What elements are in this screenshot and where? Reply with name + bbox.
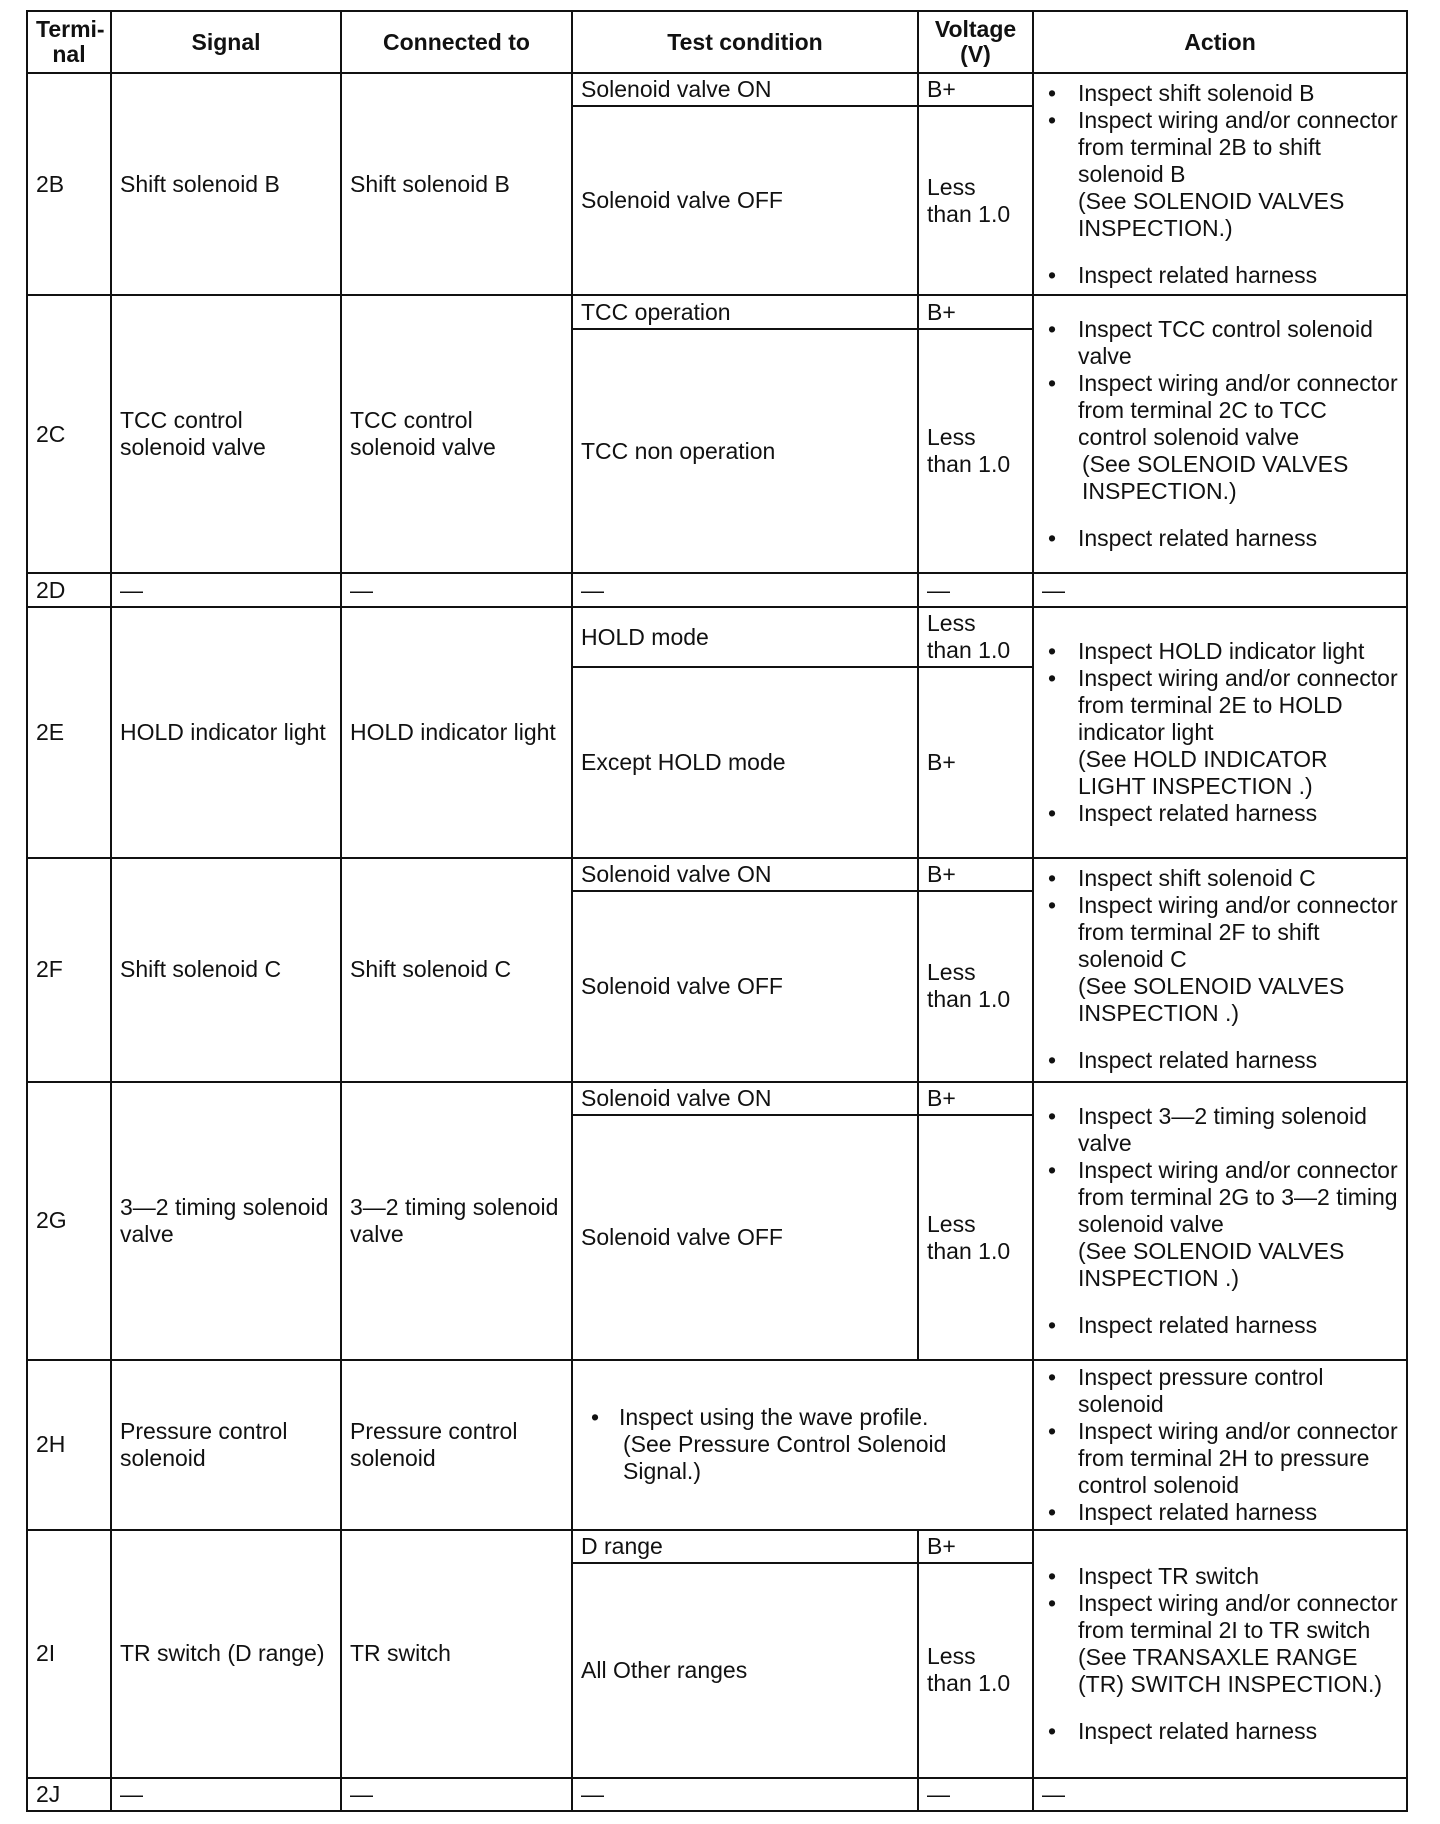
table-row [27, 858, 1407, 891]
voltage-cell: B+ [918, 1082, 1033, 1115]
test-condition-cell: Solenoid valve ON [572, 1082, 918, 1115]
header-signal: Signal [111, 11, 341, 73]
terminal-cell: 2B [27, 73, 111, 295]
header-voltage: Voltage (V) [918, 11, 1033, 73]
voltage-cell: — [918, 1778, 1033, 1811]
signal-cell: TCC control solenoid valve [111, 295, 341, 573]
signal-cell: Shift solenoid C [111, 858, 341, 1082]
table-row [27, 1360, 1407, 1530]
action-item: • Inspect shift solenoid C [1042, 865, 1398, 892]
action-cell: — [1033, 1778, 1407, 1811]
action-item: • Inspect wiring and/or connector from terminal 2G to 3—2 timing solenoid valve (See SOLENOID VALVES INSPECTION .) [1042, 1157, 1398, 1292]
test-condition-cell: TCC non operation [572, 329, 918, 574]
test-condition-cell: Solenoid valve OFF [572, 106, 918, 295]
voltage-cell: B+ [918, 1530, 1033, 1563]
voltage-cell: B+ [918, 295, 1033, 328]
voltage-cell: Less than 1.0 [918, 891, 1033, 1082]
action-item: • Inspect HOLD indicator light [1042, 638, 1398, 665]
action-cell [1033, 73, 1407, 295]
action-cell [1033, 1360, 1407, 1530]
action-item: • Inspect pressure control solenoid [1042, 1364, 1398, 1418]
connected-to-cell: TCC control solenoid valve [341, 295, 572, 573]
connected-to-cell: Shift solenoid B [341, 73, 572, 295]
table-row [27, 295, 1407, 328]
test-condition-cell: HOLD mode [572, 607, 918, 668]
signal-cell: TR switch (D range) [111, 1530, 341, 1778]
action-item: • Inspect related harness [1042, 1312, 1398, 1339]
voltage-cell: B+ [918, 73, 1033, 106]
table-row [27, 73, 1407, 106]
connected-to-cell: Shift solenoid C [341, 858, 572, 1082]
test-condition-cell: All Other ranges [572, 1563, 918, 1777]
test-condition-cell: Except HOLD mode [572, 667, 918, 857]
test-note: • Inspect using the wave profile. (See Pressure Control Solenoid Signal.) [581, 1404, 1024, 1485]
table-row [27, 1082, 1407, 1115]
terminal-cell: 2E [27, 607, 111, 858]
test-condition-cell: Solenoid valve ON [572, 858, 918, 891]
terminal-cell: 2J [27, 1778, 111, 1811]
action-cell: — [1033, 573, 1407, 606]
action-item: • Inspect wiring and/or connector from terminal 2C to TCC control solenoid valve (See SOLENOID VALVES INSPECTION.) [1042, 370, 1398, 505]
terminal-cell: 2I [27, 1530, 111, 1778]
terminal-voltage-table [26, 10, 1408, 1812]
voltage-cell: — [918, 573, 1033, 606]
terminal-cell: 2C [27, 295, 111, 573]
connected-to-cell: — [341, 573, 572, 606]
test-condition-cell: — [572, 573, 918, 606]
action-item: • Inspect related harness [1042, 800, 1398, 827]
test-condition-cell: Solenoid valve OFF [572, 1115, 918, 1360]
action-item: • Inspect TR switch [1042, 1563, 1398, 1590]
test-condition-cell: — [572, 1778, 918, 1811]
connected-to-cell: 3—2 timing solenoid valve [341, 1082, 572, 1360]
voltage-cell: Less than 1.0 [918, 329, 1033, 574]
voltage-cell: B+ [918, 858, 1033, 891]
action-cell [1033, 858, 1407, 1082]
action-item: • Inspect related harness [1042, 1718, 1398, 1745]
action-cell [1033, 1530, 1407, 1778]
action-item: • Inspect wiring and/or connector from terminal 2I to TR switch (See TRANSAXLE RANGE (TR) SWITCH INSPECTION.) [1042, 1590, 1398, 1698]
table-row [27, 573, 1407, 606]
voltage-cell: Less than 1.0 [918, 607, 1033, 668]
test-condition-cell: TCC operation [572, 295, 918, 328]
signal-cell: HOLD indicator light [111, 607, 341, 858]
table-row [27, 1530, 1407, 1563]
signal-cell: — [111, 1778, 341, 1811]
connected-to-cell: TR switch [341, 1530, 572, 1778]
action-item: • Inspect related harness [1042, 262, 1398, 289]
signal-cell: Pressure control solenoid [111, 1360, 341, 1530]
voltage-cell: B+ [918, 667, 1033, 857]
action-item: • Inspect wiring and/or connector from terminal 2E to HOLD indicator light (See HOLD INDICATOR LIGHT INSPECTION .) [1042, 665, 1398, 800]
terminal-cell: 2H [27, 1360, 111, 1530]
signal-cell: 3—2 timing solenoid valve [111, 1082, 341, 1360]
action-item: • Inspect 3—2 timing solenoid valve [1042, 1103, 1398, 1157]
test-condition-cell: Solenoid valve OFF [572, 891, 918, 1082]
header-connected-to: Connected to [341, 11, 572, 73]
action-item: • Inspect wiring and/or connector from terminal 2H to pressure control solenoid [1042, 1418, 1398, 1499]
header-test-condition: Test condition [572, 11, 918, 73]
terminal-cell: 2D [27, 573, 111, 606]
voltage-cell: Less than 1.0 [918, 1563, 1033, 1777]
table-row [27, 607, 1407, 668]
action-cell [1033, 295, 1407, 573]
action-item: • Inspect related harness [1042, 1499, 1398, 1526]
connected-to-cell: HOLD indicator light [341, 607, 572, 858]
terminal-cell: 2G [27, 1082, 111, 1360]
action-item: • Inspect wiring and/or connector from terminal 2B to shift solenoid B (See SOLENOID VALVES INSPECTION.) [1042, 107, 1398, 242]
voltage-cell: Less than 1.0 [918, 1115, 1033, 1360]
signal-cell: — [111, 573, 341, 606]
test-condition-cell: D range [572, 1530, 918, 1563]
action-item: • Inspect shift solenoid B [1042, 80, 1398, 107]
header-terminal: Termi-nal [27, 11, 111, 73]
action-cell [1033, 607, 1407, 858]
action-item: • Inspect related harness [1042, 1047, 1398, 1074]
test-condition-cell [572, 1360, 1033, 1530]
voltage-cell: Less than 1.0 [918, 106, 1033, 295]
action-item: • Inspect related harness [1042, 525, 1398, 552]
connected-to-cell: — [341, 1778, 572, 1811]
header-action: Action [1033, 11, 1407, 73]
signal-cell: Shift solenoid B [111, 73, 341, 295]
action-item: • Inspect wiring and/or connector from terminal 2F to shift solenoid C (See SOLENOID VALVES INSPECTION .) [1042, 892, 1398, 1027]
action-cell [1033, 1082, 1407, 1360]
table-row [27, 1778, 1407, 1811]
terminal-cell: 2F [27, 858, 111, 1082]
header-row [27, 11, 1407, 73]
action-item: • Inspect TCC control solenoid valve [1042, 316, 1398, 370]
connected-to-cell: Pressure control solenoid [341, 1360, 572, 1530]
test-condition-cell: Solenoid valve ON [572, 73, 918, 106]
